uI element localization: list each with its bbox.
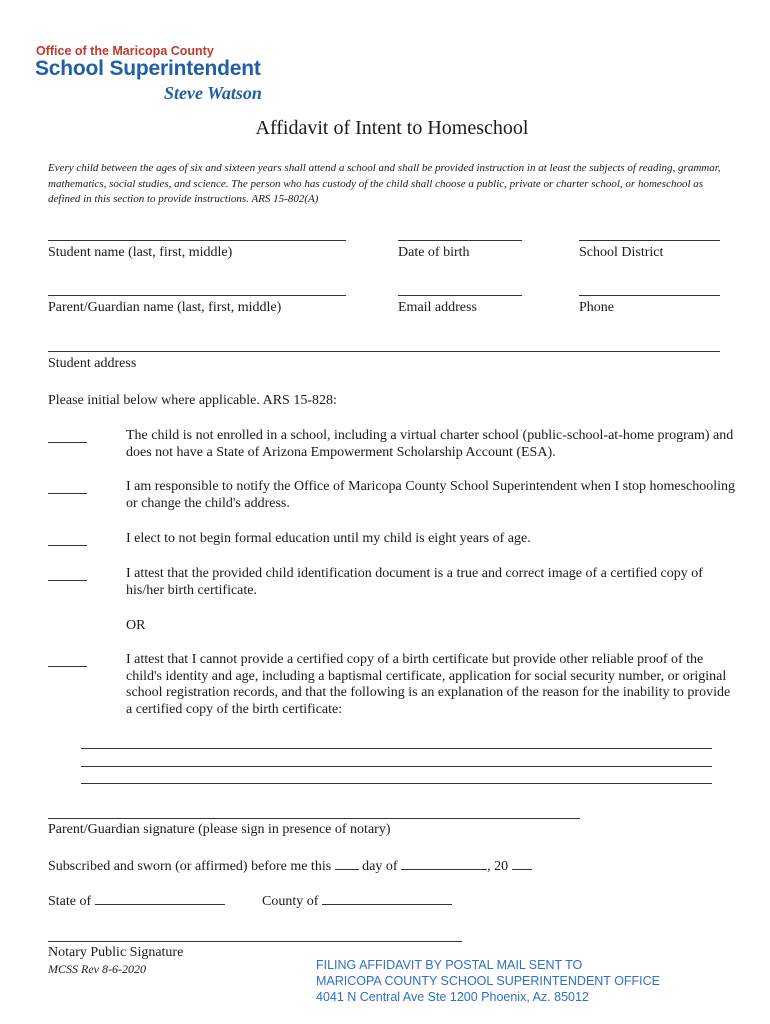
email-field[interactable] [398, 295, 522, 296]
county-label: County of [262, 894, 319, 909]
school-district-label: School District [579, 245, 664, 260]
parent-name-label: Parent/Guardian name (last, first, middle) [48, 300, 282, 315]
county-field[interactable] [322, 892, 452, 905]
date-of-birth-field[interactable] [398, 240, 522, 241]
county-row [262, 892, 452, 910]
student-address-field[interactable] [48, 351, 720, 352]
phone-label: Phone [579, 300, 614, 315]
year-blank[interactable] [512, 857, 532, 870]
logo-main-line: School Superintendent [35, 57, 261, 80]
footer-line-3: 4041 N Central Ave Ste 1200 Phoenix, Az. 85012 [316, 990, 589, 1004]
initial-instruction: Please initial below where applicable. ARS 15-828: [48, 393, 337, 408]
notary-label: Notary Public Signature [48, 945, 184, 960]
sworn-text-2: day of [362, 859, 398, 874]
explanation-line-1[interactable] [81, 748, 712, 749]
school-district-field[interactable] [579, 240, 720, 241]
signature-field[interactable] [48, 818, 580, 819]
sworn-text-3: , 20 [487, 859, 509, 874]
sworn-statement [48, 857, 532, 875]
intro-paragraph: Every child between the ages of six and sixteen years shall attend a school and shall be provided instruction in at least the subjects of reading, grammar, mathematics, social studies, and science. The person who has custody of the child shall choose a public, private or charter school, or homeschool as defined in this section to provide instructions. ARS 15-802(A) [48, 162, 721, 205]
state-row [48, 892, 225, 910]
filing-footer [316, 957, 660, 1005]
email-label: Email address [398, 300, 477, 315]
explanation-line-3[interactable] [81, 783, 712, 784]
item-text-3: I elect to not begin formal education until my child is eight years of age. [126, 531, 531, 546]
phone-field[interactable] [579, 295, 720, 296]
footer-line-2: MARICOPA COUNTY SCHOOL SUPERINTENDENT OFFICE [316, 974, 661, 988]
month-blank[interactable] [401, 857, 487, 870]
state-field[interactable] [95, 892, 225, 905]
footer-line-1: FILING AFFIDAVIT BY POSTAL MAIL SENT TO [316, 958, 583, 972]
initial-blank-4[interactable] [48, 580, 87, 581]
signature-label: Parent/Guardian signature (please sign in presence of notary) [48, 822, 391, 837]
logo-office-line: Office of the Maricopa County [36, 44, 214, 58]
date-of-birth-label: Date of birth [398, 245, 470, 260]
page-title: Affidavit of Intent to Homeschool [255, 117, 529, 139]
explanation-line-2[interactable] [81, 766, 712, 767]
day-blank[interactable] [335, 857, 359, 870]
or-separator: OR [126, 618, 146, 633]
parent-name-field[interactable] [48, 295, 346, 296]
item-text-4: I attest that the provided child identification document is a true and correct image of a certified copy of his/her birth certificate. [126, 566, 703, 598]
notary-signature-field[interactable] [48, 941, 462, 942]
initial-blank-1[interactable] [48, 442, 87, 443]
initial-blank-5[interactable] [48, 666, 87, 667]
revision-label: MCSS Rev 8-6-2020 [48, 962, 146, 976]
initial-blank-3[interactable] [48, 545, 87, 546]
item-text-5: I attest that I cannot provide a certified copy of a birth certificate but provide other reliable proof of the child's identity and age, including a baptismal certificate, application for social security number, or original school registration records, and that the following is an explanation of the reason for the inability to provide a certified copy of the birth certificate: [126, 652, 731, 717]
initial-blank-2[interactable] [48, 493, 87, 494]
student-name-field[interactable] [48, 240, 346, 241]
sworn-text-1: Subscribed and sworn (or affirmed) before me this [48, 859, 332, 874]
item-text-2: I am responsible to notify the Office of Maricopa County School Superintendent when I stop homeschooling or change the child's address. [126, 479, 736, 511]
student-address-label: Student address [48, 356, 137, 371]
item-text-1: The child is not enrolled in a school, including a virtual charter school (public-school-at-home program) and does not have a State of Arizona Empowerment Scholarship Account (ESA). [126, 428, 734, 460]
state-label: State of [48, 894, 92, 909]
student-name-label: Student name (last, first, middle) [48, 245, 233, 260]
logo-superintendent-name: Steve Watson [164, 83, 262, 103]
